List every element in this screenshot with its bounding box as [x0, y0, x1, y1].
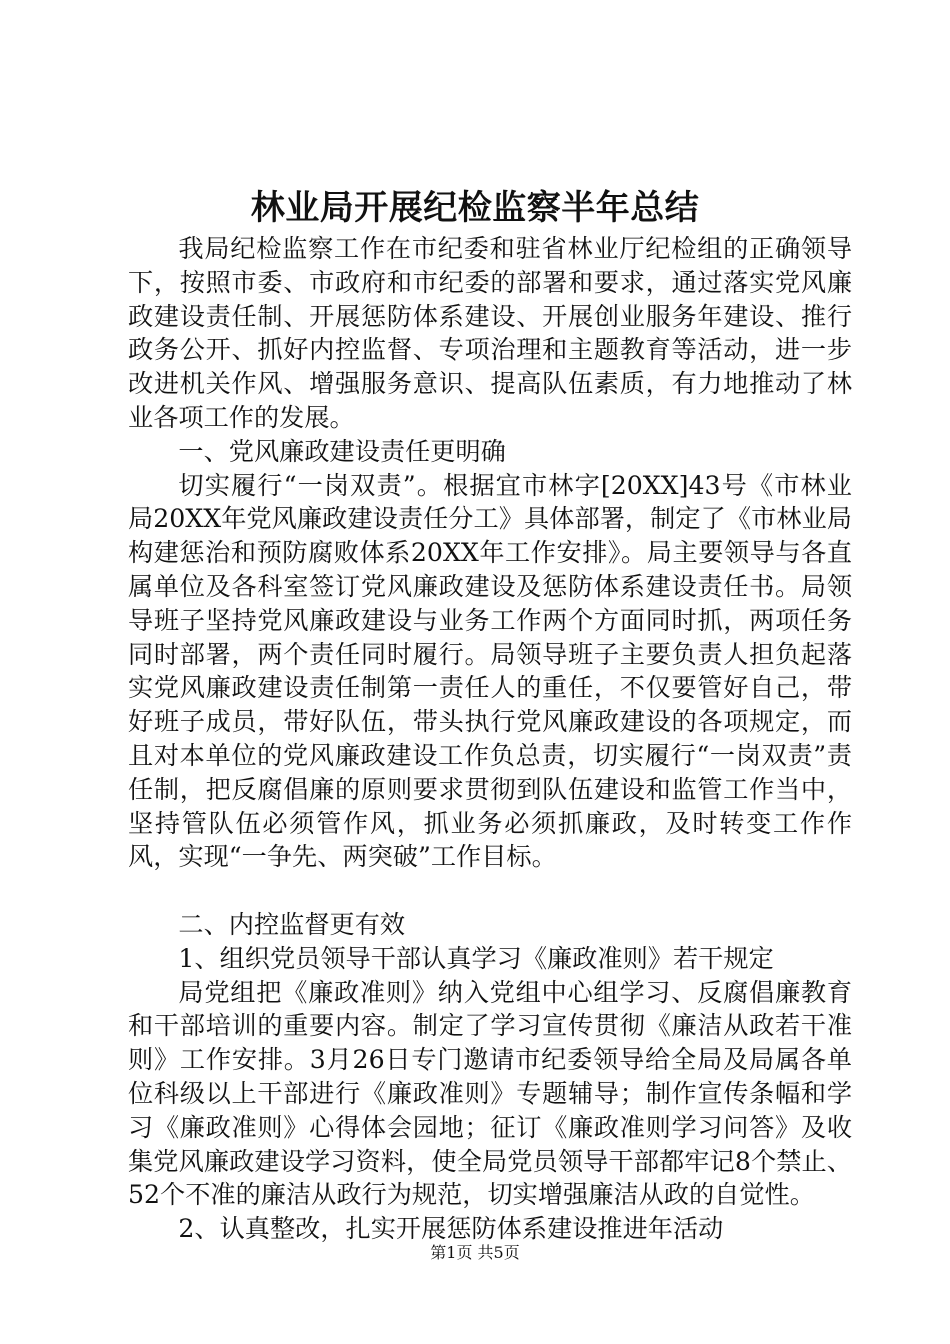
section-heading-1: 一、党风廉政建设责任更明确: [178, 436, 506, 466]
section-heading-2: 二、内控监督更有效: [178, 909, 406, 939]
intro-paragraph: 我局纪检监察工作在市纪委和驻省林业厅纪检组的正确领导下，按照市委、市政府和市纪委的部署和要求，通过落实党风廉政建设责任制、开展惩防体系建设、开展创业服务年建设、推行政务公开、抓好内控监督、专项治理和主题教育等活动，进一步改进机关作风、增强服务意识、提高队伍素质，有力地推动了林业各项工作的发展。: [128, 234, 852, 432]
subsection-1-paragraph: 局党组把《廉政准则》纳入党组中心组学习、反腐倡廉教育和干部培训的重要内容。制定了学习宣传贯彻《廉洁从政若干准则》工作安排。3月26日专门邀请市纪委领导给全局及局属各单位科级以上干部进行《廉政准则》专题辅导；制作宣传条幅和学习《廉政准则》心得体会园地；征订《廉政准则学习问答》及收集党风廉政建设学习资料，使全局党员领导干部都牢记8个禁止、52个不准的廉洁从政行为规范，切实增强廉洁从政的自觉性。: [128, 977, 852, 1210]
page-number: 第1页 共5页: [430, 1243, 520, 1262]
paragraph-spacer: [128, 874, 852, 908]
document-title: 林业局开展纪检监察半年总结: [250, 188, 700, 228]
subsection-heading-2: 2、认真整改，扎实开展惩防体系建设推进年活动: [178, 1214, 724, 1244]
subsection-heading-1: 1、组织党员领导干部认真学习《廉政准则》若干规定: [178, 943, 774, 973]
document-body: [128, 232, 852, 1246]
section-1-paragraph: 切实履行“一岗双责”。根据宜市林字[20XX]43号《市林业局20XX年党风廉政建设责任分工》具体部署，制定了《市林业局构建惩治和预防腐败体系20XX年工作安排》。局主要领导与各直属单位及各科室签订党风廉政建设及惩防体系建设责任书。局领导班子坚持党风廉政建设与业务工作两个方面同时抓，两项任务同时部署，两个责任同时履行。局领导班子主要负责人担负起落实党风廉政建设责任制第一责任人的重任，不仅要管好自己，带好班子成员，带好队伍，带头执行党风廉政建设的各项规定，而且对本单位的党风廉政建设工作负总责，切实履行“一岗双责”责任制，把反腐倡廉的原则要求贯彻到队伍建设和监管工作当中，坚持管队伍必须管作风，抓业务必须抓廉政，及时转变工作作风，实现“一争先、两突破”工作目标。: [128, 470, 852, 872]
